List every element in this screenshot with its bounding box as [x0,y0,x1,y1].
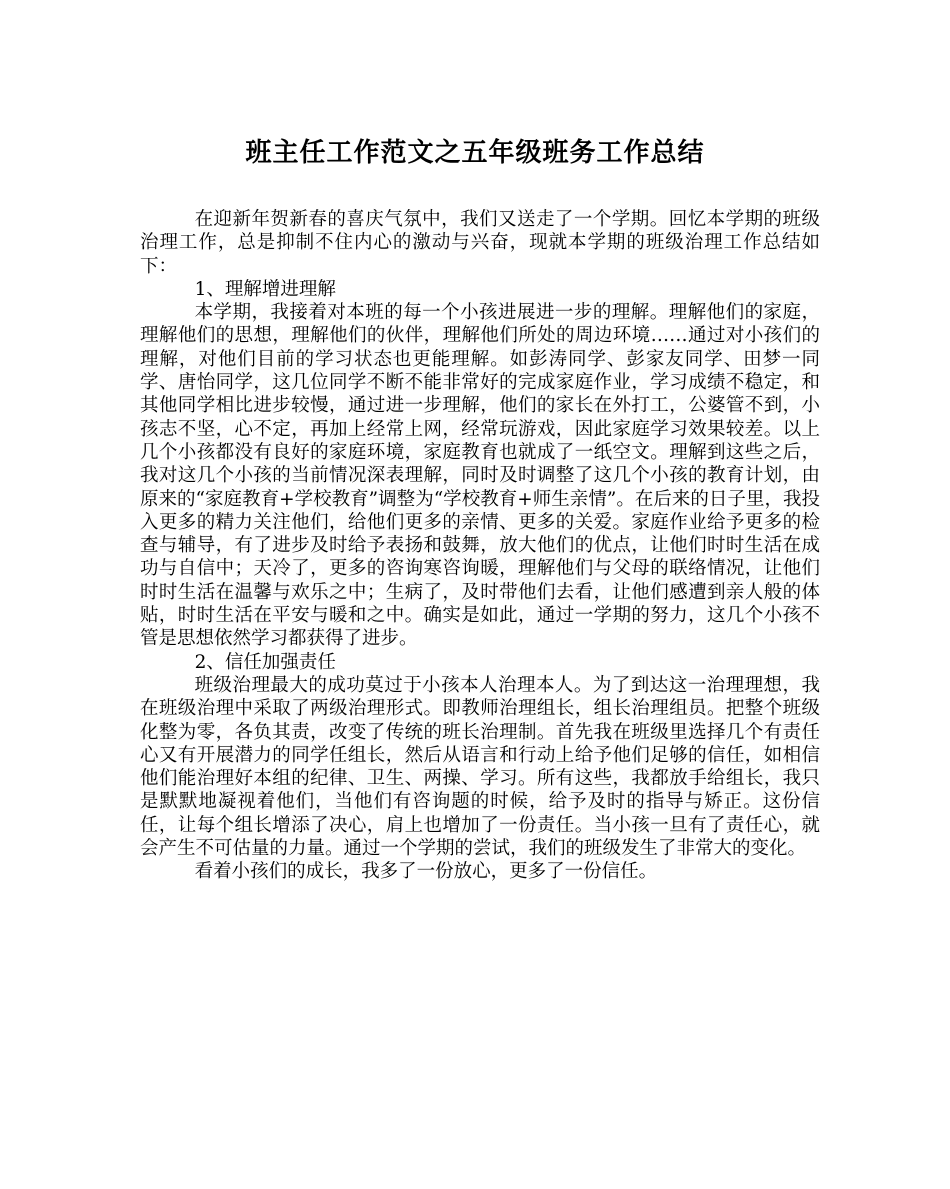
paragraph-closing: 看着小孩们的成长，我多了一份放心，更多了一份信任。 [194,861,658,883]
section-heading-1: 1、理解增进理解 [194,278,336,300]
paragraph-section-2: 班级治理最大的成功莫过于小孩本人治理本人。为了到达这一治理理想，我在班级治理中采取了两级治理形式。即教师治理组长，组长治理组员。把整个班级化整为零，各负其责，改变了传统的班长治理制。首先我在班级里选择几个有责任心又有开展潜力的同学任组长，然后从语言和行动上给予他们足够的信任，如相信他们能治理好本组的纪律、卫生、两操、学习。所有这些，我都放手给组长，我只是默默地凝视着他们，当他们有咨询题的时候，给予及时的指导与矫正。这份信任，让每个组长增添了决心，肩上也增加了一份责任。当小孩一旦有了责任心，就会产生不可估量的力量。通过一个学期的尝试，我们的班级发生了非常大的变化。 [140,674,820,860]
document-title: 班主任工作范文之五年级班务工作总结 [245,138,705,168]
document-body [140,208,820,884]
paragraph-section-1: 本学期，我接着对本班的每一个小孩进展进一步的理解。理解他们的家庭，理解他们的思想，理解他们的伙伴，理解他们所处的周边环境……通过对小孩们的理解，对他们目前的学习状态也更能理解。如彭涛同学、彭家友同学、田梦一同学、唐怡同学，这几位同学不断不能非常好的完成家庭作业，学习成绩不稳定，和其他同学相比进步较慢，通过进一步理解，他们的家长在外打工，公婆管不到，小孩志不坚，心不定，再加上经常上网，经常玩游戏，因此家庭学习效果较差。以上几个小孩都没有良好的家庭环境，家庭教育也就成了一纸空文。理解到这些之后，我对这几个小孩的当前情况深表理解，同时及时调整了这几个小孩的教育计划，由原来的“家庭教育+学校教育”调整为“学校教育+师生亲情”。在后来的日子里，我投入更多的精力关注他们，给他们更多的亲情、更多的关爱。家庭作业给予更多的检查与辅导，有了进步及时给予表扬和鼓舞，放大他们的优点，让他们时时生活在成功与自信中；天冷了，更多的咨询寒咨询暖，理解他们与父母的联络情况，让他们时时生活在温馨与欢乐之中；生病了，及时带他们去看，让他们感遭到亲人般的体贴，时时生活在平安与暖和之中。确实是如此，通过一学期的努力，这几个小孩不管是思想依然学习都获得了进步。 [140,302,820,650]
paragraph-intro: 在迎新年贺新春的喜庆气氛中，我们又送走了一个学期。回忆本学期的班级治理工作，总是抑制不住内心的激动与兴奋，现就本学期的班级治理工作总结如下： [140,209,820,277]
section-heading-2: 2、信任加强责任 [194,651,336,673]
